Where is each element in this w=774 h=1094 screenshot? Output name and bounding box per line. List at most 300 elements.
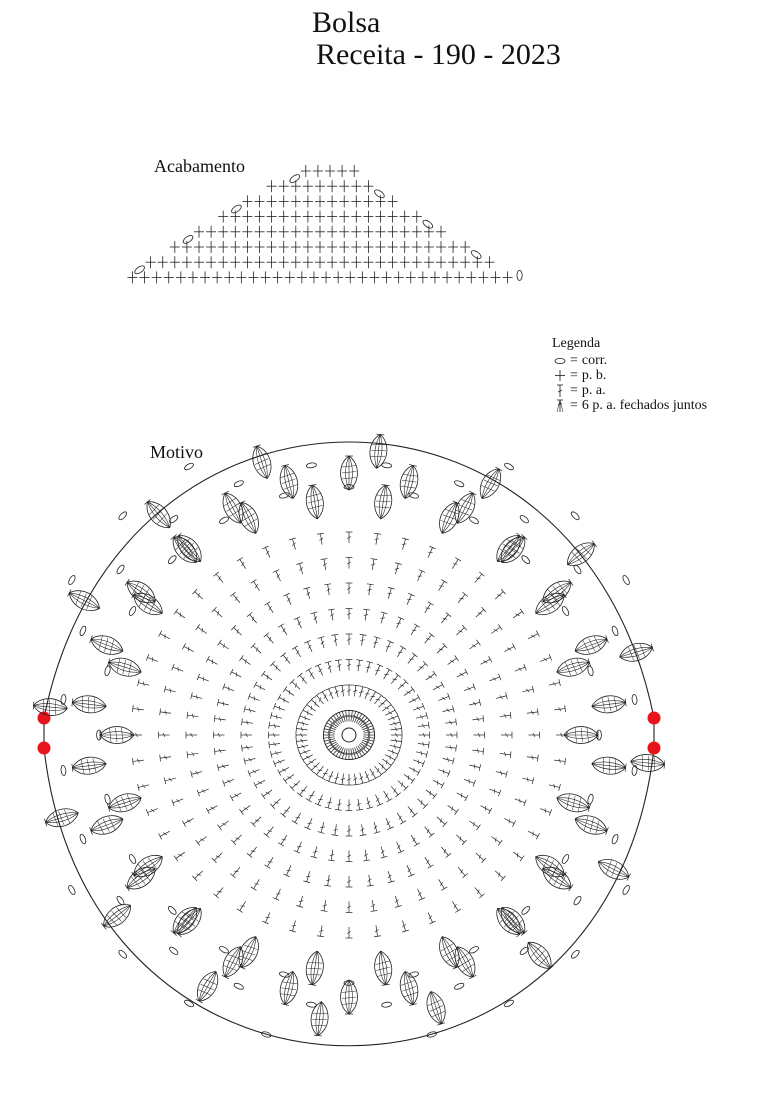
single-crochet-stitch (315, 195, 325, 207)
double-crochet-stitch (419, 732, 430, 739)
single-crochet-stitch (267, 211, 277, 223)
single-crochet-stitch (478, 271, 488, 283)
double-crochet-stitch (214, 715, 225, 722)
chain-stitch (381, 1002, 392, 1008)
dc-cluster-stitch (100, 727, 134, 744)
double-crochet-stitch (197, 789, 208, 796)
single-crochet-stitch (279, 256, 289, 268)
chain-stitch (570, 511, 580, 522)
single-crochet-stitch (218, 226, 228, 238)
double-crochet-stitch (425, 633, 435, 644)
chain-stitch (570, 949, 580, 960)
double-crochet-stitch (292, 813, 301, 824)
double-crochet-stitch (237, 557, 246, 568)
chain-stitch (218, 945, 229, 954)
double-crochet-stitch (187, 712, 198, 719)
double-crochet-stitch (239, 655, 250, 664)
double-crochet-stitch (315, 664, 323, 675)
double-crochet-stitch (346, 851, 353, 862)
double-crochet-stitch (306, 791, 315, 802)
double-crochet-stitch (297, 719, 308, 726)
double-crochet-stitch (241, 732, 252, 739)
double-crochet-stitch (496, 771, 507, 778)
single-crochet-stitch (337, 165, 347, 177)
double-crochet-stitch (395, 563, 402, 575)
double-crochet-stitch (191, 771, 202, 778)
chain-stitch (67, 884, 76, 895)
chain-stitch (118, 511, 128, 522)
double-crochet-stitch (426, 671, 437, 680)
chain-stitch (622, 884, 631, 895)
double-crochet-stitch (278, 624, 287, 635)
double-crochet-stitch (391, 786, 401, 797)
single-crochet-stitch (436, 241, 446, 253)
double-crochet-stitch (248, 770, 259, 777)
single-crochet-stitch (424, 256, 434, 268)
single-crochet-stitch (301, 165, 311, 177)
double-crochet-stitch (242, 745, 253, 752)
single-crochet-stitch (248, 271, 258, 283)
double-crochet-stitch (496, 692, 507, 699)
chain-stitch (218, 516, 229, 525)
double-crochet-stitch (439, 693, 450, 700)
double-crochet-stitch (386, 640, 394, 651)
join-marker (38, 742, 51, 755)
double-crochet-stitch (182, 643, 193, 651)
double-crochet-stitch (398, 679, 408, 689)
single-crochet-stitch (242, 226, 252, 238)
double-crochet-stitch (397, 813, 406, 824)
double-crochet-stitch (474, 732, 485, 739)
double-crochet-stitch (182, 818, 193, 826)
double-crochet-stitch (339, 774, 346, 785)
single-crochet-stitch (315, 180, 325, 192)
chain-stitch (454, 982, 465, 990)
double-crochet-stitch (540, 654, 551, 661)
double-crochet-stitch (397, 617, 405, 628)
double-crochet-stitch (174, 852, 185, 861)
double-crochet-stitch (132, 705, 143, 712)
double-crochet-stitch (390, 744, 401, 751)
single-crochet-stitch (406, 271, 416, 283)
dc-cluster-stitch (450, 943, 481, 981)
single-crochet-stitch (339, 241, 349, 253)
double-crochet-stitch (363, 735, 374, 742)
single-crochet-stitch (194, 226, 204, 238)
single-crochet-stitch (388, 211, 398, 223)
double-crochet-stitch (457, 669, 468, 677)
double-crochet-stitch (491, 624, 502, 633)
double-crochet-stitch (437, 643, 447, 653)
single-crochet-stitch (436, 226, 446, 238)
chain-stitch (128, 605, 137, 616)
single-crochet-stitch (267, 256, 277, 268)
double-crochet-stitch (254, 780, 265, 788)
double-crochet-stitch (469, 821, 480, 830)
double-crochet-stitch (384, 668, 393, 679)
double-crochet-stitch (441, 847, 451, 858)
chain-stitch (116, 564, 126, 575)
single-crochet-stitch (242, 195, 252, 207)
single-crochet-stitch (285, 271, 295, 283)
dc-cluster-stitch (304, 484, 326, 520)
double-crochet-stitch (428, 912, 436, 923)
single-crochet-stitch (140, 271, 150, 283)
single-crochet-stitch (339, 211, 349, 223)
single-crochet-stitch (363, 226, 373, 238)
single-crochet-stitch (339, 226, 349, 238)
double-crochet-stitch (328, 609, 335, 620)
single-crochet-stitch (460, 241, 470, 253)
double-crochet-stitch (374, 822, 381, 834)
double-crochet-stitch (366, 661, 373, 673)
double-crochet-stitch (318, 822, 325, 834)
double-crochet-stitch (283, 774, 294, 783)
double-crochet-stitch (360, 634, 367, 645)
chain-stitch (167, 905, 177, 915)
double-crochet-stitch (374, 693, 384, 704)
double-crochet-stitch (294, 842, 302, 853)
double-crochet-stitch (197, 674, 208, 681)
double-crochet-stitch (388, 871, 395, 883)
double-crochet-stitch (391, 732, 402, 739)
double-crochet-stitch (278, 835, 287, 846)
double-crochet-stitch (439, 769, 450, 776)
double-crochet-stitch (230, 669, 241, 677)
double-crochet-stitch (356, 660, 363, 671)
double-crochet-stitch (273, 570, 281, 581)
legend-equals: = (570, 397, 578, 413)
double-crochet-stitch (270, 712, 281, 719)
double-crochet-stitch (172, 664, 183, 671)
double-crochet-stitch (230, 867, 240, 878)
double-crochet-stitch (359, 686, 366, 698)
double-crochet-stitch (475, 572, 485, 583)
center-ring (342, 728, 356, 742)
single-crochet-stitch (327, 211, 337, 223)
double-crochet-stitch (164, 686, 175, 693)
double-crochet-stitch (335, 799, 342, 810)
double-crochet-stitch (397, 646, 406, 657)
single-crochet-stitch (206, 256, 216, 268)
single-crochet-stitch (382, 271, 392, 283)
double-crochet-stitch (433, 682, 444, 690)
double-crochet-stitch (325, 687, 333, 698)
single-crochet-stitch (351, 195, 361, 207)
double-crochet-stitch (381, 847, 388, 859)
double-crochet-stitch (408, 653, 418, 664)
single-crochet-stitch (279, 226, 289, 238)
single-crochet-stitch (200, 271, 210, 283)
double-crochet-stitch (146, 809, 157, 816)
double-crochet-stitch (292, 646, 301, 657)
single-crochet-stitch (388, 226, 398, 238)
double-crochet-stitch (164, 778, 175, 785)
double-crochet-stitch (456, 835, 466, 845)
double-crochet-stitch (273, 889, 281, 900)
single-crochet-stitch (261, 271, 271, 283)
single-crochet-stitch (503, 271, 513, 283)
double-crochet-stitch (481, 656, 492, 664)
double-crochet-stitch (146, 654, 157, 661)
double-crochet-stitch (289, 920, 296, 932)
single-crochet-stitch (303, 180, 313, 192)
double-crochet-stitch (402, 920, 409, 932)
dc-cluster-stitch (572, 811, 610, 839)
single-crochet-stitch (363, 211, 373, 223)
double-crochet-stitch (481, 806, 492, 814)
single-crochet-stitch (412, 226, 422, 238)
legend-title: Legenda (552, 336, 601, 351)
single-crochet-stitch (242, 211, 252, 223)
double-crochet-stitch (212, 853, 222, 863)
chain-stitch (422, 219, 434, 230)
single-crochet-stitch (400, 241, 410, 253)
double-crochet-stitch (278, 767, 289, 775)
double-crochet-stitch (283, 865, 291, 876)
dc-cluster-stitch (522, 937, 557, 974)
dc-cluster-stitch (475, 465, 506, 503)
double-crochet-stitch (261, 790, 272, 799)
double-crochet-stitch (428, 546, 436, 557)
chain-stitch (587, 665, 594, 676)
chain-stitch (79, 834, 87, 845)
chain-stitch (519, 514, 530, 524)
single-crochet-stitch (315, 211, 325, 223)
dc-cluster-stitch (218, 489, 249, 527)
double-crochet-stitch (374, 925, 381, 936)
single-crochet-stitch (327, 226, 337, 238)
double-crochet-stitch (418, 889, 426, 900)
double-crochet-stitch (458, 592, 468, 603)
double-crochet-stitch (391, 673, 401, 684)
chain-stitch (468, 516, 479, 525)
single-crochet-stitch (279, 180, 289, 192)
chain-stitch (503, 462, 514, 471)
double-crochet-stitch (452, 901, 461, 912)
double-crochet-stitch (373, 637, 380, 649)
double-crochet-stitch (251, 643, 261, 653)
double-crochet-stitch (309, 763, 319, 773)
double-crochet-stitch (290, 781, 300, 791)
chain-stitch (289, 173, 301, 184)
dc-cluster-stitch (450, 489, 481, 527)
double-crochet-stitch (138, 679, 149, 686)
double-crochet-stitch (443, 706, 454, 713)
single-crochet-stitch (325, 165, 335, 177)
double-crochet-stitch (390, 719, 401, 726)
double-crochet-stitch (299, 713, 310, 720)
dc-cluster-stitch (572, 631, 610, 659)
single-crochet-stitch (333, 271, 343, 283)
double-crochet-stitch (230, 592, 240, 603)
dc-cluster-stitch (434, 499, 464, 537)
double-crochet-stitch (297, 673, 307, 684)
single-crochet-stitch (303, 195, 313, 207)
double-crochet-stitch (464, 779, 475, 786)
single-crochet-stitch (170, 256, 180, 268)
double-crochet-stitch (554, 758, 565, 765)
double-crochet-stitch (426, 790, 437, 799)
double-crochet-stitch (214, 887, 224, 898)
single-crochet-stitch (279, 211, 289, 223)
chain-stitch (183, 462, 194, 471)
double-crochet-stitch (294, 617, 302, 628)
single-crochet-stitch (206, 241, 216, 253)
dc-cluster-stitch (423, 989, 449, 1027)
single-crochet-stitch (388, 241, 398, 253)
double-crochet-stitch (527, 755, 538, 762)
single-crochet-stitch (212, 271, 222, 283)
single-crochet-stitch (255, 211, 265, 223)
single-crochet-stitch (418, 271, 428, 283)
double-crochet-stitch (457, 793, 468, 801)
dc-cluster-stitch (129, 588, 167, 621)
motif-chart (33, 434, 666, 1046)
double-crochet-stitch (314, 693, 324, 704)
chain-stitch (104, 794, 111, 805)
legend-equals: = (570, 352, 578, 368)
double-crochet-stitch (500, 712, 511, 719)
double-crochet-stitch (375, 664, 383, 675)
single-crochet-stitch (412, 211, 422, 223)
double-crochet-stitch (269, 722, 280, 729)
double-crochet-stitch (242, 718, 253, 725)
single-crochet-stitch (303, 241, 313, 253)
single-crochet-stitch (339, 180, 349, 192)
double-crochet-stitch (296, 732, 307, 739)
double-crochet-stitch (472, 748, 483, 755)
double-crochet-stitch (540, 808, 551, 815)
double-crochet-stitch (270, 661, 280, 671)
double-crochet-stitch (489, 789, 500, 796)
double-crochet-stitch (346, 800, 353, 811)
double-crochet-stitch (418, 570, 426, 581)
double-crochet-stitch (231, 835, 241, 845)
double-crochet-stitch (425, 857, 434, 868)
single-crochet-stitch (394, 271, 404, 283)
chain-stitch (128, 853, 137, 864)
double-crochet-stitch (504, 818, 515, 826)
double-crochet-stitch (409, 694, 420, 702)
double-crochet-stitch (476, 853, 486, 863)
dc-cluster-stitch (65, 585, 103, 615)
single-crochet-stitch (448, 241, 458, 253)
finish-chart (127, 165, 522, 283)
double-crochet-stitch (269, 732, 280, 739)
single-crochet-stitch (327, 241, 337, 253)
chain-stitch (573, 564, 583, 575)
single-crochet-stitch (291, 226, 301, 238)
double-crochet-stitch (311, 612, 318, 624)
chain-stitch (79, 625, 87, 636)
legend-label-cluster: 6 p. a. fechados juntos (581, 397, 708, 413)
dc-cluster-stitch (531, 588, 569, 621)
double-crochet-stitch (370, 769, 379, 780)
dc-cluster-stitch (617, 639, 654, 665)
double-crochet-stitch (218, 821, 229, 830)
double-crochet-stitch (346, 774, 353, 785)
single-crochet-stitch (194, 256, 204, 268)
dc-cluster-stitch (129, 850, 167, 883)
double-crochet-stitch (433, 780, 444, 788)
double-crochet-stitch (317, 533, 324, 544)
double-crochet-stitch (495, 871, 505, 881)
double-crochet-stitch (527, 709, 538, 716)
chain-stitch (104, 665, 111, 676)
double-crochet-stitch (445, 718, 456, 725)
single-crochet-stitch (188, 271, 198, 283)
chain-stitch (468, 945, 479, 954)
single-crochet-stitch (158, 256, 168, 268)
double-crochet-stitch (318, 637, 325, 649)
chain-stitch (521, 905, 531, 915)
double-crochet-stitch (445, 745, 456, 752)
double-crochet-stitch (296, 896, 303, 908)
double-crochet-stitch (425, 602, 434, 613)
double-crochet-stitch (305, 702, 316, 711)
double-crochet-stitch (237, 901, 246, 912)
double-crochet-stitch (254, 682, 265, 690)
double-crochet-stitch (413, 760, 424, 767)
double-crochet-stitch (314, 766, 324, 777)
double-crochet-stitch (513, 609, 524, 618)
double-crochet-stitch (379, 763, 389, 773)
single-crochet-stitch (400, 256, 410, 268)
double-crochet-stitch (251, 879, 260, 890)
chain-stitch (611, 834, 619, 845)
double-crochet-stitch (371, 900, 378, 911)
double-crochet-stitch (475, 887, 485, 898)
dc-cluster-stitch (372, 950, 394, 986)
double-crochet-stitch (319, 690, 328, 701)
double-crochet-stitch (456, 625, 466, 635)
document-title: Bolsa (312, 6, 381, 39)
double-crochet-stitch (346, 609, 353, 620)
single-crochet-stitch (255, 256, 265, 268)
single-crochet-stitch (127, 271, 137, 283)
single-crochet-stitch (291, 241, 301, 253)
single-crochet-stitch (236, 271, 246, 283)
dc-cluster-stitch (43, 805, 80, 831)
chain-stitch (373, 188, 385, 199)
single-crochet-stitch (279, 195, 289, 207)
double-crochet-stitch (515, 799, 526, 806)
single-crochet-stitch (218, 241, 228, 253)
double-crochet-stitch (303, 587, 310, 599)
dc-cluster-stitch (71, 694, 107, 715)
chain-stitch (118, 949, 128, 960)
double-crochet-stitch (513, 852, 524, 861)
double-crochet-stitch (437, 817, 447, 827)
double-crochet-stitch (346, 927, 353, 938)
single-crochet-stitch (267, 226, 277, 238)
double-crochet-stitch (439, 580, 448, 591)
dc-cluster-stitch (122, 861, 160, 894)
double-crochet-stitch (397, 842, 405, 853)
double-crochet-stitch (469, 699, 480, 706)
chain-stitch (519, 946, 530, 956)
single-crochet-stitch (315, 241, 325, 253)
double-crochet-stitch (367, 875, 374, 886)
double-crochet-stitch (500, 751, 511, 758)
double-crochet-stitch (160, 709, 171, 716)
single-crochet-stitch (363, 241, 373, 253)
single-crochet-stitch (152, 271, 162, 283)
single-crochet-stitch (255, 241, 265, 253)
single-crochet-stitch (303, 211, 313, 223)
double-crochet-stitch (138, 784, 149, 791)
